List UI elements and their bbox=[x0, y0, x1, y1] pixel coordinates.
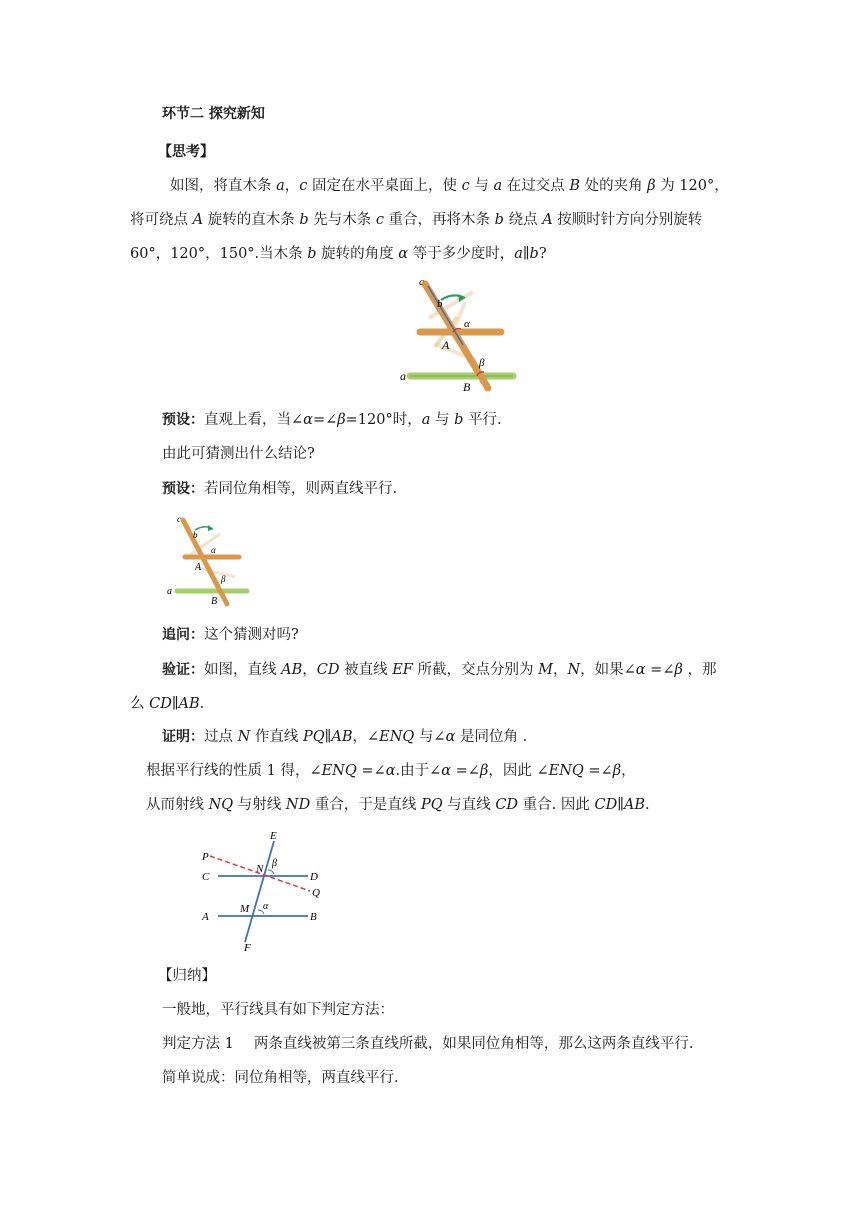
svg-text:D: D bbox=[310, 871, 318, 883]
svg-text:a: a bbox=[167, 586, 172, 597]
followup: 追问：这个猜测对吗? bbox=[162, 627, 299, 643]
svg-text:P: P bbox=[202, 851, 209, 863]
svg-text:F: F bbox=[244, 942, 251, 954]
short-statement: 简单说成：同位角相等，两直线平行. bbox=[162, 1070, 399, 1086]
section-title: 环节二 探究新知 bbox=[162, 106, 265, 122]
svg-text:c: c bbox=[419, 276, 424, 288]
proof-line-1: 证明：过点 N 作直线 PQ∥AB，∠ENQ 与∠α 是同位角 . bbox=[162, 729, 528, 745]
svg-text:N: N bbox=[256, 863, 264, 875]
think-line-1: 如图，将直木条 a，c 固定在水平桌面上，使 c 与 a 在过交点 B 处的夹角 β 为 120°， bbox=[170, 178, 729, 194]
preset-2: 预设：若同位角相等，则两直线平行. bbox=[162, 481, 398, 497]
rotating-sticks-figure-small bbox=[165, 512, 255, 607]
svg-text:M: M bbox=[240, 903, 250, 915]
proof-line-2: 根据平行线的性质 1 得，∠ENQ =∠α.由于∠α =∠β，因此 ∠ENQ =∠β， bbox=[146, 763, 636, 779]
svg-text:b: b bbox=[193, 530, 198, 540]
line-ef bbox=[245, 841, 274, 942]
svg-text:C: C bbox=[202, 871, 210, 883]
svg-text:c: c bbox=[177, 514, 181, 524]
verify-line-1: 验证：如图，直线 AB，CD 被直线 EF 所截，交点分别为 M，N，如果∠α =∠β ，那 bbox=[162, 662, 717, 678]
method-1: 判定方法 1 两条直线被第三条直线所截，如果同位角相等，那么这两条直线平行. bbox=[162, 1036, 694, 1052]
proof-line-3: 从而射线 NQ 与射线 ND 重合，于是直线 PQ 与直线 CD 重合. 因此 CD∥AB. bbox=[146, 797, 650, 813]
summary-intro: 一般地，平行线具有如下判定方法： bbox=[162, 1002, 394, 1018]
svg-text:a: a bbox=[400, 369, 406, 383]
think-line-3: 60°，120°，150°.当木条 b 旋转的角度 α 等于多少度时，a∥b? bbox=[130, 246, 547, 262]
svg-text:Q: Q bbox=[312, 887, 320, 899]
svg-text:α: α bbox=[263, 901, 269, 912]
summary-heading: 【归纳】 bbox=[158, 968, 216, 984]
think-heading: 【思考】 bbox=[158, 144, 214, 160]
rotating-sticks-figure bbox=[395, 272, 525, 392]
parallel-lines-figure bbox=[198, 826, 333, 954]
verify-line-2: 么 CD∥AB. bbox=[130, 696, 205, 712]
think-line-2: 将可绕点 A 旋转的直木条 b 先与木条 c 重合，再将木条 b 绕点 A 按顺时针方向分别旋转 bbox=[130, 212, 703, 228]
svg-text:B: B bbox=[463, 380, 471, 394]
svg-text:B: B bbox=[211, 596, 218, 607]
svg-text:b: b bbox=[437, 298, 443, 310]
svg-text:A: A bbox=[202, 911, 209, 923]
svg-text:α: α bbox=[464, 318, 470, 330]
svg-text:A: A bbox=[195, 562, 202, 573]
svg-text:β: β bbox=[221, 574, 226, 584]
svg-text:α: α bbox=[211, 545, 216, 555]
svg-text:B: B bbox=[310, 911, 317, 923]
svg-text:β: β bbox=[479, 357, 485, 369]
svg-text:A: A bbox=[442, 338, 450, 352]
preset-1: 预设：直观上看，当∠α=∠β=120°时，a 与 b 平行. bbox=[162, 412, 502, 428]
guess-question: 由此可猜测出什么结论? bbox=[162, 446, 315, 462]
svg-text:β: β bbox=[272, 858, 277, 869]
svg-text:E: E bbox=[270, 830, 277, 842]
